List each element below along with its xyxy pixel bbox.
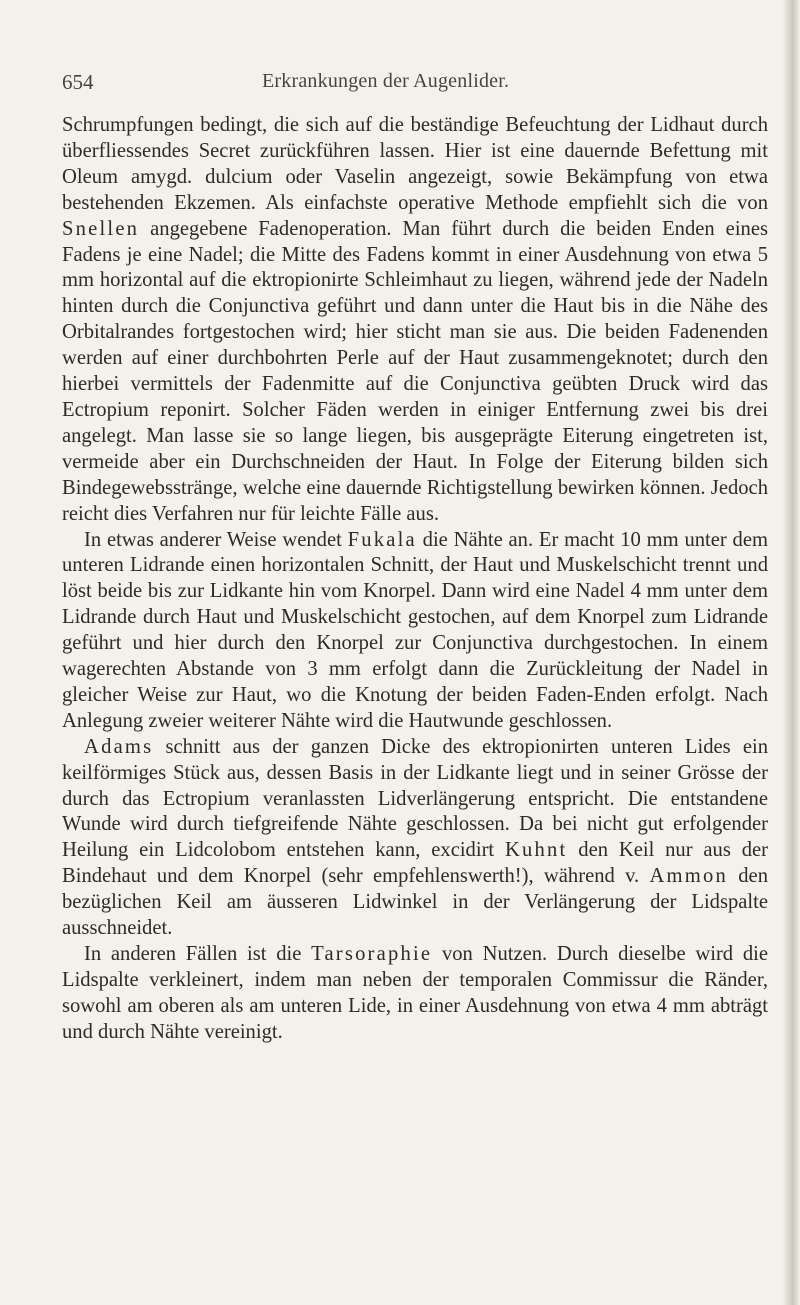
text-run: den Keil nur aus der Bindehaut und dem Knorpel (sehr empfehlenswerth!), während v. bbox=[62, 839, 768, 888]
page-edge-shadow bbox=[782, 0, 800, 1305]
text-run: den bezüglichen Keil am äusseren Lidwinkel in der Verlängerung der Lidspalte ausschneidet. bbox=[62, 865, 768, 940]
paragraph bbox=[62, 735, 768, 942]
term-name: Tarsoraphie bbox=[311, 943, 433, 965]
paragraph bbox=[62, 113, 768, 528]
paragraph bbox=[62, 528, 768, 735]
author-name: Snellen bbox=[62, 217, 140, 240]
text-run: In etwas anderer Weise wendet bbox=[84, 528, 348, 551]
author-name: Kuhnt bbox=[504, 839, 568, 862]
paragraph bbox=[62, 942, 768, 1046]
author-name: Adams bbox=[84, 735, 154, 758]
text-run: die Nähte an. Er macht 10 mm unter dem unteren Lidrande einen horizontalen Schnitt, der Haut und Muskelschicht trennt und löst beide bis zur Lidkante hin vom Knorpel. Dann wird eine Nadel 4 mm unter dem Lidrande durch Haut und Muskelschicht gestochen, auf dem Knorpel zum Lidrande geführt und hier durch den Knorpel zur Conjunctiva durchgestochen. In einem wagerechten Abstande von 3 mm erfolgt dann die Zurückleitung der Nadel in gleicher Weise zur Haut, wo die Knotung der beiden Faden-Enden erfolgt. Nach Anlegung zweier weiterer Nähte wird die Hautwunde geschlossen. bbox=[62, 528, 768, 732]
running-head: Erkrankungen der Augenlider. bbox=[262, 70, 510, 92]
body-text bbox=[62, 113, 768, 1046]
page-number: 654 bbox=[62, 70, 94, 94]
text-run: In anderen Fällen ist die bbox=[84, 943, 312, 965]
text-run: Schrumpfungen bedingt, die sich auf die beständige Befeuchtung der Lidhaut durch überfliessendes Secret zurückführen lassen. Hier ist eine dauernde Befettung mit Oleum amygd. dulcium oder Vaselin angezeigt, sowie Bekämpfung von etwa bestehenden Ekzemen. Als einfachste operative Methode empfiehlt sich die von bbox=[62, 114, 768, 214]
author-name: Fukala bbox=[347, 528, 417, 551]
author-name: Ammon bbox=[649, 865, 728, 888]
page-header bbox=[62, 70, 762, 98]
text-run: angegebene Fadenoperation. Man führt durch die beiden Enden eines Fadens je eine Nadel; die Mitte des Fadens kommt in einer Ausdehnung von etwa 5 mm horizontal auf die ektropionirte Schleimhaut zu liegen, während jede der Nadeln hinten durch die Conjunctiva geführt und dann unter die Haut bis in die Nähe des Orbitalrandes fortgestochen wird; hier sticht man sie aus. Die beiden Fadenenden werden auf einer durchbohrten Perle auf der Haut zusammengeknotet; durch den hierbei vermittels der Fadenmitte auf die Conjunctiva geübten Druck wird das Ectropium reponirt. Solcher Fäden werden in einiger Entfernung zwei bis drei angelegt. Man lasse sie so lange liegen, bis ausgeprägte Eiterung eingetreten ist, vermeide aber ein Durchschneiden der Haut. In Folge der Eiterung bilden sich Bindegewebsstränge, welche eine dauernde Richtigstellung bewirken können. Jedoch reicht dies Verfahren nur für leichte Fälle aus. bbox=[62, 217, 768, 525]
text-run: schnitt aus der ganzen Dicke des ektropionirten unteren Lides ein keilförmiges Stück aus, dessen Basis in der Lidkante liegt und in seiner Grösse der durch das Ectropium veranlassten Lidverlängerung entspricht. Die entstandene Wunde wird durch tiefgreifende Nähte geschlossen. Da bei nicht gut erfolgender Heilung ein Lidcolobom entstehen kann, excidirt bbox=[62, 735, 768, 862]
text-run: von Nutzen. Durch dieselbe wird die Lidspalte verkleinert, indem man neben der temporalen Commissur die Ränder, sowohl am oberen als am unteren Lide, in einer Ausdehnung von etwa 4 mm abträgt und durch Nähte vereinigt. bbox=[62, 943, 768, 1043]
